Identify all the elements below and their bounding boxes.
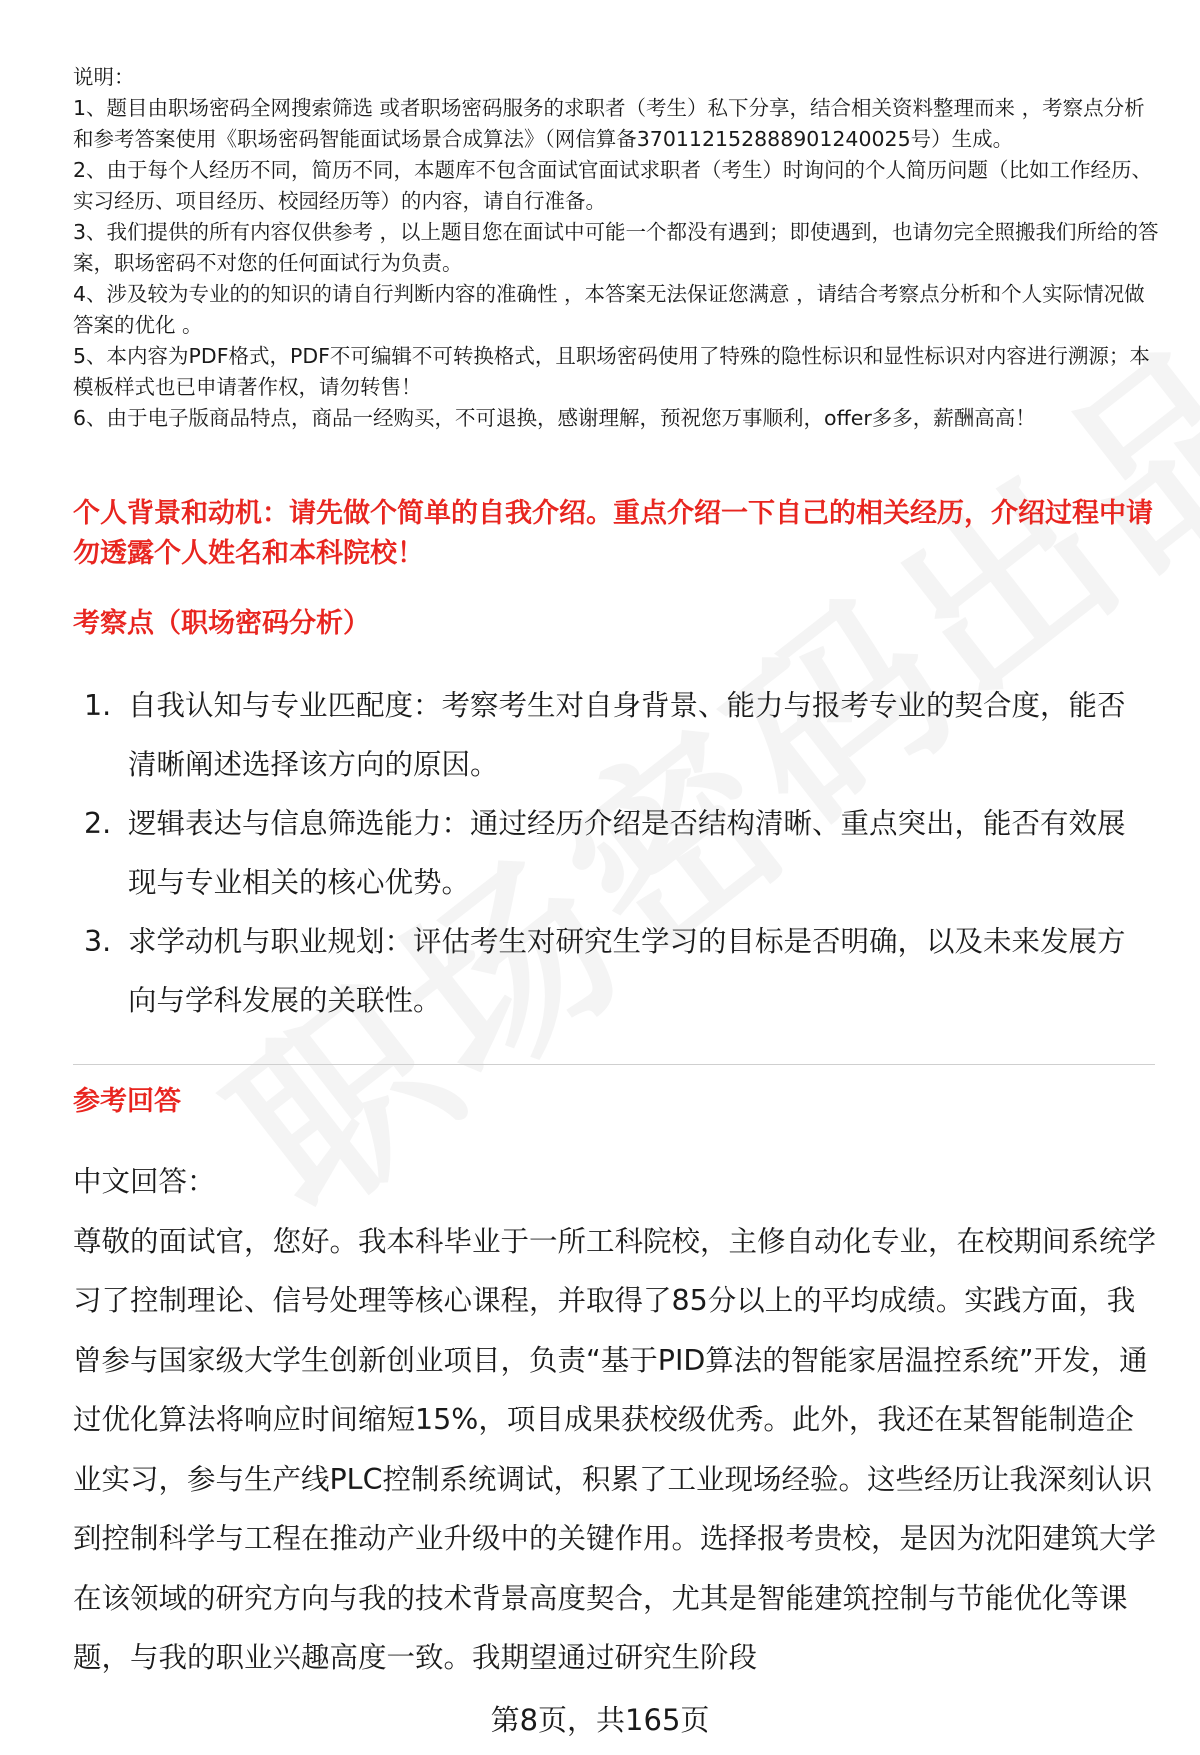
exam-points-heading: 考察点（职场密码分析） [73,608,370,639]
list-item-number: 3. [84,925,112,958]
notes-item-5: 5、本内容为PDF格式，PDF不可编辑不可转换格式，且职场密码使用了特殊的隐性标识和显性标识对内容进行溯源；本模板样式也已申请著作权，请勿转售！ [73,344,1150,399]
exam-points-list [80,676,1150,1030]
list-item-text: 逻辑表达与信息筛选能力：通过经历介绍是否结构清晰、重点突出，能否有效展现与专业相关的核心优势。 [128,807,1126,899]
list-item-text: 自我认知与专业匹配度：考察考生对自身背景、能力与报考专业的契合度，能否清晰阐述选择该方向的原因。 [128,689,1126,781]
notes-title: 说明： [73,65,135,89]
reference-answer-section [73,1152,1158,1688]
list-item [80,912,1150,1030]
notes-item-2: 2、由于每个人经历不同，简历不同，本题库不包含面试官面试求职者（考生）时询问的个人简历问题（比如工作经历、实习经历、项目经历、校园经历等）的内容，请自行准备。 [73,158,1153,213]
notes-item-6: 6、由于电子版商品特点，商品一经购买，不可退换，感谢理解，预祝您万事顺利，offer多多，薪酬高高！ [73,406,1036,430]
list-item-number: 2. [84,807,112,840]
list-item [80,676,1150,794]
notes-item-3: 3、我们提供的所有内容仅供参考 ，以上题目您在面试中可能一个都没有遇到；即使遇到，也请勿完全照搬我们所给的答案，职场密码不对您的任何面试行为负责。 [73,220,1159,275]
list-item-number: 1. [84,689,112,722]
list-item [80,794,1150,912]
page-number: 第8页，共165页 [490,1703,710,1737]
answer-body: 尊敬的面试官，您好。我本科毕业于一所工科院校，主修自动化专业，在校期间系统学习了控制理论、信号处理等核心课程，并取得了85分以上的平均成绩。实践方面，我曾参与国家级大学生创新创业项目，负责“基于PID算法的智能家居温控系统”开发，通过优化算法将响应时间缩短15%，项目成果获校级优秀。此外，我还在某智能制造企业实习，参与生产线PLC控制系统调试，积累了工业现场经验。这些经历让我深刻认识到控制科学与工程在推动产业升级中的关键作用。选择报考贵校，是因为沈阳建筑大学在该领域的研究方向与我的技术背景高度契合，尤其是智能建筑控制与节能优化等课题，与我的职业兴趣高度一致。我期望通过研究生阶段 [73,1224,1157,1674]
notes-section [73,62,1163,434]
notes-item-4: 4、涉及较为专业的的知识的请自行判断内容的准确性 ，本答案无法保证您满意 ，请结合考察点分析和个人实际情况做答案的优化 。 [73,282,1145,337]
answer-label: 中文回答： [73,1165,216,1198]
notes-item-1: 1、题目由职场密码全网搜索筛选 或者职场密码服务的求职者（考生）私下分享，结合相关资料整理而来 ，考察点分析和参考答案使用《职场密码智能面试场景合成算法》（网信算备370112152888901240025号）生成。 [73,96,1145,151]
question-heading: 个人背景和动机：请先做个简单的自我介绍。重点介绍一下自己的相关经历，介绍过程中请勿透露个人姓名和本科院校！ [73,498,1153,569]
section-divider [73,1064,1155,1065]
reference-answer-heading: 参考回答 [73,1086,181,1117]
list-item-text: 求学动机与职业规划：评估考生对研究生学习的目标是否明确，以及未来发展方向与学科发展的关联性。 [128,925,1126,1017]
